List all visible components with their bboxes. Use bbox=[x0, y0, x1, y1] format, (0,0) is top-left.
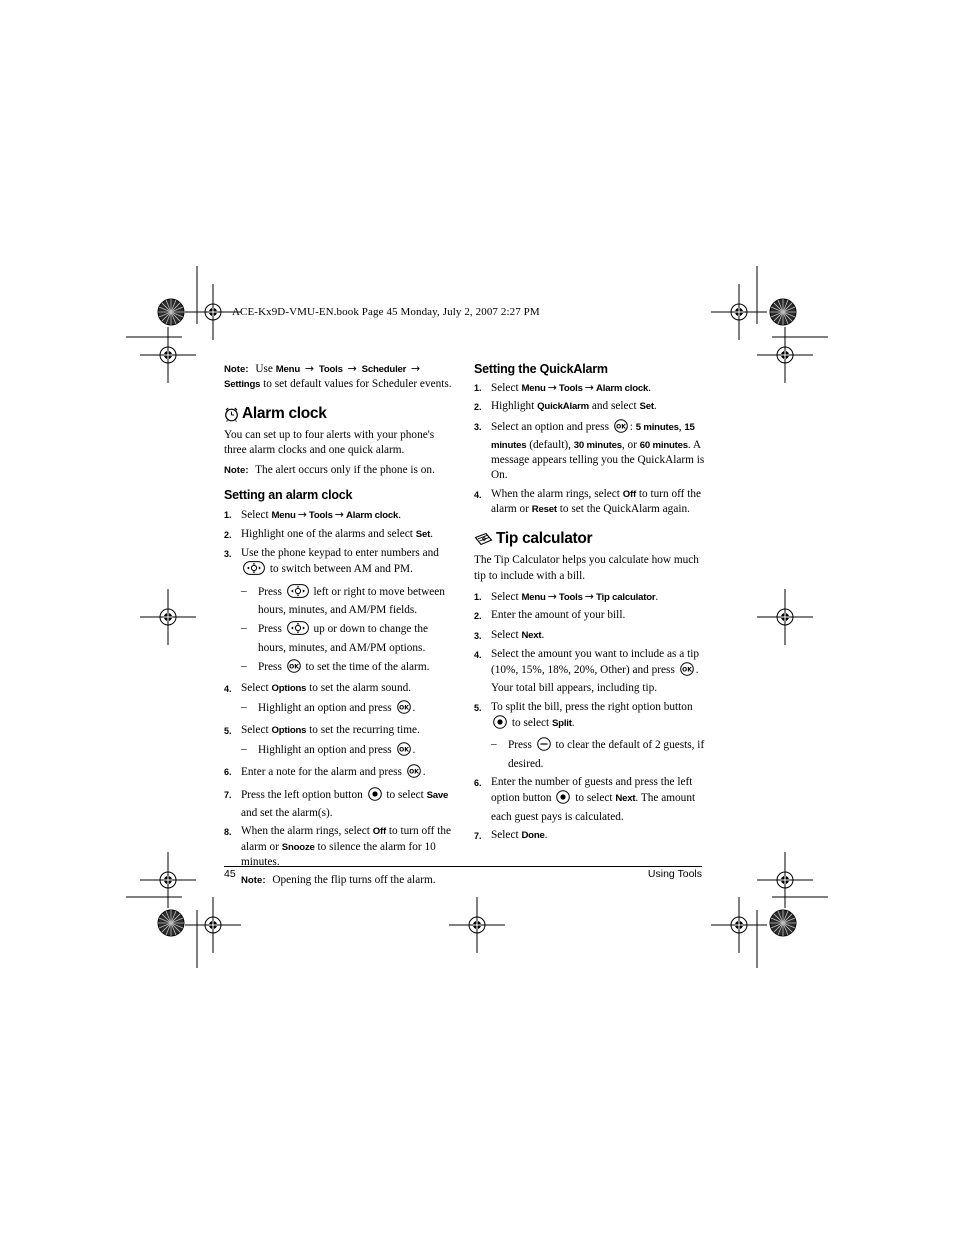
alarm-step-5: 5. Select Options to set the recurring time. bbox=[224, 723, 420, 736]
alarm-step-5a: – Highlight an option and press OK . bbox=[241, 742, 456, 761]
ok-key-icon bbox=[614, 419, 628, 438]
quick-step-1: 1. Select Menu → Tools → Alarm clock. bbox=[474, 381, 652, 394]
right-option-button-icon bbox=[493, 715, 507, 734]
quickalarm-heading: Setting the QuickAlarm bbox=[474, 362, 608, 376]
ok-key-icon bbox=[397, 742, 411, 761]
setting-alarm-heading: Setting an alarm clock bbox=[224, 488, 353, 503]
left-option-button-icon bbox=[368, 787, 382, 806]
navigation-key-icon bbox=[287, 584, 309, 603]
tip-step-2: 2. Enter the amount of your bill. bbox=[474, 609, 626, 622]
tip-intro: The Tip Calculator helps you calculate how much tip to include with a bill. bbox=[474, 554, 699, 582]
alarm-intro: You can set up to four alerts with your phone's three alarm clocks and one quick alarm. bbox=[224, 428, 435, 456]
alarm-step-4: 4. Select Options to set the alarm sound. bbox=[224, 682, 412, 695]
alarm-step-1: 1. Select Menu → Tools → Alarm clock. bbox=[224, 508, 402, 522]
tip-calculator-heading: Tip calculator bbox=[474, 529, 706, 549]
ok-key-icon bbox=[287, 659, 301, 678]
svg-text:OK: OK bbox=[681, 666, 692, 674]
tip-step-7: 7. Select Done. bbox=[474, 828, 548, 841]
svg-text:OK: OK bbox=[615, 422, 626, 430]
alarm-step-2: 2. Highlight one of the alarms and select Set. bbox=[224, 527, 433, 540]
alarm-clock-icon bbox=[224, 406, 239, 422]
alarm-step-4a: – Highlight an option and press OK . bbox=[241, 700, 456, 719]
tip-step-1: 1. Select Menu → Tools → Tip calculator. bbox=[474, 589, 659, 603]
navigation-key-icon bbox=[287, 621, 309, 640]
section-name: Using Tools bbox=[647, 868, 702, 880]
left-column bbox=[224, 361, 456, 888]
tip-step-3: 3. Select Next. bbox=[474, 628, 545, 641]
page-number: 45 bbox=[224, 868, 236, 880]
ok-key-icon bbox=[680, 662, 694, 681]
navigation-key-icon bbox=[243, 561, 265, 580]
footer-rule bbox=[224, 866, 702, 867]
alarm-step-3a: – Press left or right to move between hours, minutes, and AM/PM fields. bbox=[241, 584, 445, 616]
alarm-step-8: 8. When the alarm rings, select Off to turn off the alarm or Snooze to silence the alarm for 10 minutes. bbox=[224, 825, 452, 868]
svg-text:OK: OK bbox=[398, 746, 409, 754]
quick-step-3: 3. Select an option and press OK : 5 minutes, 15 minutes (default), 30 minutes, or 60 minutes. A message appears telling you the QuickAlarm is On. bbox=[474, 420, 705, 482]
alarm-step-3b: – Press up or down to change the hours, minutes, and AM/PM options. bbox=[241, 622, 429, 654]
alarm-clock-heading: Alarm clock bbox=[224, 404, 456, 424]
tip-step-6: 6. Enter the number of guests and press the left option button to select Next. The amount each guest pays is calculated. bbox=[474, 775, 696, 823]
svg-text:OK: OK bbox=[288, 663, 299, 671]
tip-step-5a: – Press to clear the default of 2 guests, if desired. bbox=[491, 738, 705, 770]
alarm-step-7: 7. Press the left option button to select Save and set the alarm(s). bbox=[224, 788, 449, 819]
svg-text:OK: OK bbox=[398, 704, 409, 712]
clear-key-icon bbox=[537, 737, 551, 756]
quick-step-2: 2. Highlight QuickAlarm and select Set. bbox=[474, 400, 657, 413]
flip-note: Note: Opening the flip turns off the alarm. bbox=[241, 874, 436, 887]
tip-step-5: 5. To split the bill, press the right option button to select Split. bbox=[474, 700, 706, 735]
ok-key-icon bbox=[397, 700, 411, 719]
scheduler-note: Note: Use Menu → Tools → Scheduler → Settings to set default values for Scheduler events. bbox=[224, 362, 452, 391]
quick-step-4: 4. When the alarm rings, select Off to turn off the alarm or Reset to set the QuickAlarm again. bbox=[474, 487, 702, 516]
alert-note: Note: The alert occurs only if the phone is on. bbox=[224, 464, 435, 477]
alarm-step-3: 3. Use the phone keypad to enter numbers and to switch between AM and PM. bbox=[224, 546, 456, 581]
svg-text:OK: OK bbox=[408, 768, 419, 776]
tip-calculator-icon bbox=[474, 532, 493, 546]
tip-step-4: 4. Select the amount you want to include as a tip (10%, 15%, 18%, 20%, Other) and press OK . Your total bill appears, including tip. bbox=[474, 647, 699, 695]
alarm-step-6: 6. Enter a note for the alarm and press OK . bbox=[224, 764, 456, 783]
file-header: ACE-Kx9D-VMU-EN.book Page 45 Monday, July 2, 2007 2:27 PM bbox=[232, 306, 540, 318]
right-column bbox=[474, 361, 706, 847]
left-option-button-icon bbox=[556, 790, 570, 809]
ok-key-icon bbox=[407, 764, 421, 783]
alarm-step-3c: – Press OK to set the time of the alarm. bbox=[241, 659, 456, 678]
